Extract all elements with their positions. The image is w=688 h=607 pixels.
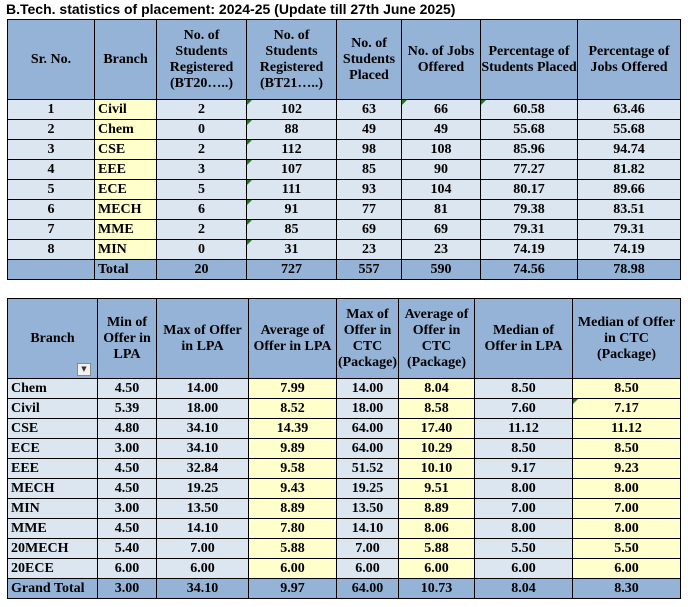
- table-cell: 11.12: [475, 419, 573, 439]
- table-cell: 88: [247, 120, 337, 140]
- table-row: [8, 120, 681, 140]
- total-cell: Grand Total: [8, 579, 98, 599]
- table-cell: 55.68: [481, 120, 578, 140]
- table-cell: 90: [402, 160, 481, 180]
- table-cell: Chem: [8, 379, 98, 399]
- table-row: [8, 459, 681, 479]
- table-row: [8, 240, 681, 260]
- table-cell: 81: [402, 200, 481, 220]
- total-cell: 34.10: [157, 579, 249, 599]
- table-cell: 4.50: [98, 479, 157, 499]
- table-row: [8, 100, 681, 120]
- table-cell: 19.25: [157, 479, 249, 499]
- table-cell: 6.00: [249, 559, 337, 579]
- header-median-offer-ctc: Median of Offer in CTC (Package): [573, 299, 681, 379]
- table-cell: 6.00: [399, 559, 475, 579]
- table-row: [8, 180, 681, 200]
- table-cell: 8.00: [573, 479, 681, 499]
- table-cell: MME: [8, 519, 98, 539]
- total-row: [8, 579, 681, 599]
- table-cell: 91: [247, 200, 337, 220]
- header-max-offer-lpa: Max of Offer in LPA: [157, 299, 249, 379]
- table-cell: 8.50: [573, 379, 681, 399]
- table-cell: 8.52: [249, 399, 337, 419]
- table-cell: MIN: [8, 499, 98, 519]
- table-cell: 32.84: [157, 459, 249, 479]
- table-cell: 74.19: [578, 240, 681, 260]
- table-cell: ECE: [8, 439, 98, 459]
- table-cell: 63.46: [578, 100, 681, 120]
- total-row: [8, 260, 681, 280]
- table-cell: 8.50: [475, 379, 573, 399]
- total-cell: 74.56: [481, 260, 578, 280]
- table-cell: 112: [247, 140, 337, 160]
- table-row: [8, 419, 681, 439]
- header-percentage-placed: Percentage of Students Placed: [481, 20, 578, 100]
- header-min-offer-lpa: Min of Offer in LPA: [98, 299, 157, 379]
- table-cell: 6.00: [337, 559, 399, 579]
- table-cell: 8.00: [475, 519, 573, 539]
- header-max-offer-ctc: Max of Offer in CTC (Package): [337, 299, 399, 379]
- table-cell: 9.17: [475, 459, 573, 479]
- table-cell: 79.38: [481, 200, 578, 220]
- table-cell: 5.39: [98, 399, 157, 419]
- placement-statistics-table: [7, 19, 681, 280]
- table-cell: 79.31: [578, 220, 681, 240]
- table-cell: 6.00: [573, 559, 681, 579]
- table-cell: 0: [157, 120, 247, 140]
- table-cell: 3.00: [98, 439, 157, 459]
- table-cell: MECH: [8, 479, 98, 499]
- table-cell: 34.10: [157, 439, 249, 459]
- table-cell: 8.50: [475, 439, 573, 459]
- table-cell: 80.17: [481, 180, 578, 200]
- table-row: [8, 499, 681, 519]
- table-cell: ECE: [95, 180, 157, 200]
- table-cell: 5.50: [573, 539, 681, 559]
- table-cell: Civil: [95, 100, 157, 120]
- table-cell: 3: [8, 140, 95, 160]
- table-cell: MIN: [95, 240, 157, 260]
- table-cell: 20ECE: [8, 559, 98, 579]
- table-cell: 3.00: [98, 499, 157, 519]
- table-cell: 14.00: [337, 379, 399, 399]
- header-registered-bt21: No. of Students Registered (BT21…..): [247, 20, 337, 100]
- table-cell: 0: [157, 240, 247, 260]
- table-cell: 9.43: [249, 479, 337, 499]
- table-row: [8, 479, 681, 499]
- table-cell: 8.00: [475, 479, 573, 499]
- table-cell: 2: [8, 120, 95, 140]
- table-cell: 23: [402, 240, 481, 260]
- table-row: [8, 539, 681, 559]
- table-cell: 5: [8, 180, 95, 200]
- total-cell: 8.04: [475, 579, 573, 599]
- total-cell: 3.00: [98, 579, 157, 599]
- header-percentage-jobs: Percentage of Jobs Offered: [578, 20, 681, 100]
- table-cell: 19.25: [337, 479, 399, 499]
- table-cell: 6.00: [98, 559, 157, 579]
- table-cell: 7.00: [475, 499, 573, 519]
- table-cell: CSE: [95, 140, 157, 160]
- table-cell: 34.10: [157, 419, 249, 439]
- table-cell: 6: [157, 200, 247, 220]
- table-cell: 9.23: [573, 459, 681, 479]
- table-row: [8, 399, 681, 419]
- table-cell: 11.12: [573, 419, 681, 439]
- table-cell: 66: [402, 100, 481, 120]
- total-cell: 727: [247, 260, 337, 280]
- table-row: [8, 379, 681, 399]
- table-cell: 69: [337, 220, 402, 240]
- dropdown-arrow-icon[interactable]: ▼: [77, 363, 91, 376]
- table-cell: 5.88: [399, 539, 475, 559]
- table-row: [8, 220, 681, 240]
- table-cell: 14.00: [157, 379, 249, 399]
- table-cell: 107: [247, 160, 337, 180]
- table-cell: 5.50: [475, 539, 573, 559]
- table-cell: 10.29: [399, 439, 475, 459]
- header-sr-no: Sr. No.: [8, 20, 95, 100]
- table-cell: MECH: [95, 200, 157, 220]
- table-cell: 4.50: [98, 379, 157, 399]
- total-cell: 10.73: [399, 579, 475, 599]
- table-cell: 6: [8, 200, 95, 220]
- table-cell: 51.52: [337, 459, 399, 479]
- table-cell: 94.74: [578, 140, 681, 160]
- table-cell: 5.88: [249, 539, 337, 559]
- table-cell: 98: [337, 140, 402, 160]
- header-median-offer-lpa: Median of Offer in LPA: [475, 299, 573, 379]
- table-cell: 5: [157, 180, 247, 200]
- table-cell: 14.10: [157, 519, 249, 539]
- table-cell: 102: [247, 100, 337, 120]
- table-cell: 89.66: [578, 180, 681, 200]
- table-cell: 18.00: [337, 399, 399, 419]
- table-cell: 7: [8, 220, 95, 240]
- table-cell: 83.51: [578, 200, 681, 220]
- total-cell: 64.00: [337, 579, 399, 599]
- header-students-placed: No. of Students Placed: [337, 20, 402, 100]
- offer-statistics-table: [7, 298, 681, 599]
- table-cell: 2: [157, 220, 247, 240]
- table-cell: 2: [157, 100, 247, 120]
- table-cell: 85.96: [481, 140, 578, 160]
- total-cell: Total: [95, 260, 157, 280]
- table-row: [8, 200, 681, 220]
- header-branch-label: Branch: [30, 330, 75, 346]
- table-cell: 108: [402, 140, 481, 160]
- table-cell: 9.89: [249, 439, 337, 459]
- header-average-offer-lpa: Average of Offer in LPA: [249, 299, 337, 379]
- table-cell: Chem: [95, 120, 157, 140]
- total-cell: 9.97: [249, 579, 337, 599]
- table-cell: CSE: [8, 419, 98, 439]
- total-cell: [8, 260, 95, 280]
- table-cell: 4.80: [98, 419, 157, 439]
- total-cell: 557: [337, 260, 402, 280]
- table-cell: EEE: [95, 160, 157, 180]
- header-registered-bt20: No. of Students Registered (BT20…..): [157, 20, 247, 100]
- header-branch: Branch: [95, 20, 157, 100]
- table-cell: 7.80: [249, 519, 337, 539]
- table-cell: 111: [247, 180, 337, 200]
- page-title: B.Tech. statistics of placement: 2024-25 (Update till 27th June 2025): [6, 1, 456, 17]
- table-cell: 85: [247, 220, 337, 240]
- table-row: [8, 439, 681, 459]
- table-cell: 63: [337, 100, 402, 120]
- table-cell: 8: [8, 240, 95, 260]
- table-cell: 13.50: [157, 499, 249, 519]
- table-row: [8, 519, 681, 539]
- table-cell: 13.50: [337, 499, 399, 519]
- table-cell: 3: [157, 160, 247, 180]
- table-cell: 64.00: [337, 439, 399, 459]
- table-cell: MME: [95, 220, 157, 240]
- table-cell: 5.40: [98, 539, 157, 559]
- table-cell: 64.00: [337, 419, 399, 439]
- table-row: [8, 160, 681, 180]
- table-cell: 8.89: [249, 499, 337, 519]
- table-cell: 104: [402, 180, 481, 200]
- table-cell: 14.10: [337, 519, 399, 539]
- table-cell: 31: [247, 240, 337, 260]
- table-cell: 4: [8, 160, 95, 180]
- table-cell: 10.10: [399, 459, 475, 479]
- table-cell: 7.00: [157, 539, 249, 559]
- table-cell: 7.00: [337, 539, 399, 559]
- table-cell: 8.58: [399, 399, 475, 419]
- table-cell: 77.27: [481, 160, 578, 180]
- header-branch: [8, 299, 98, 379]
- table-cell: 7.60: [475, 399, 573, 419]
- table-cell: 49: [402, 120, 481, 140]
- total-cell: 590: [402, 260, 481, 280]
- table-cell: 85: [337, 160, 402, 180]
- table-cell: 9.58: [249, 459, 337, 479]
- table-cell: 77: [337, 200, 402, 220]
- total-cell: 8.30: [573, 579, 681, 599]
- header-average-offer-ctc: Average of Offer in CTC (Package): [399, 299, 475, 379]
- table-cell: 69: [402, 220, 481, 240]
- table-cell: 8.06: [399, 519, 475, 539]
- table-cell: 74.19: [481, 240, 578, 260]
- total-cell: 78.98: [578, 260, 681, 280]
- table-cell: 55.68: [578, 120, 681, 140]
- table-cell: 2: [157, 140, 247, 160]
- table-cell: 7.99: [249, 379, 337, 399]
- table-cell: 79.31: [481, 220, 578, 240]
- table-cell: 7.17: [573, 399, 681, 419]
- table-cell: 81.82: [578, 160, 681, 180]
- table-cell: 93: [337, 180, 402, 200]
- table-cell: 60.58: [481, 100, 578, 120]
- table-cell: 8.00: [573, 519, 681, 539]
- table-cell: 7.00: [573, 499, 681, 519]
- table-cell: 18.00: [157, 399, 249, 419]
- table-row: [8, 559, 681, 579]
- table-row: [8, 140, 681, 160]
- total-cell: 20: [157, 260, 247, 280]
- table-cell: 4.50: [98, 519, 157, 539]
- table-cell: 9.51: [399, 479, 475, 499]
- table-cell: 17.40: [399, 419, 475, 439]
- table-cell: 6.00: [157, 559, 249, 579]
- table-cell: 23: [337, 240, 402, 260]
- table-cell: 14.39: [249, 419, 337, 439]
- table-cell: 20MECH: [8, 539, 98, 559]
- table-cell: 4.50: [98, 459, 157, 479]
- table-cell: Civil: [8, 399, 98, 419]
- table-cell: 6.00: [475, 559, 573, 579]
- table-cell: 8.50: [573, 439, 681, 459]
- table-cell: 1: [8, 100, 95, 120]
- table-cell: EEE: [8, 459, 98, 479]
- table-cell: 49: [337, 120, 402, 140]
- header-jobs-offered: No. of Jobs Offered: [402, 20, 481, 100]
- table-cell: 8.04: [399, 379, 475, 399]
- table-cell: 8.89: [399, 499, 475, 519]
